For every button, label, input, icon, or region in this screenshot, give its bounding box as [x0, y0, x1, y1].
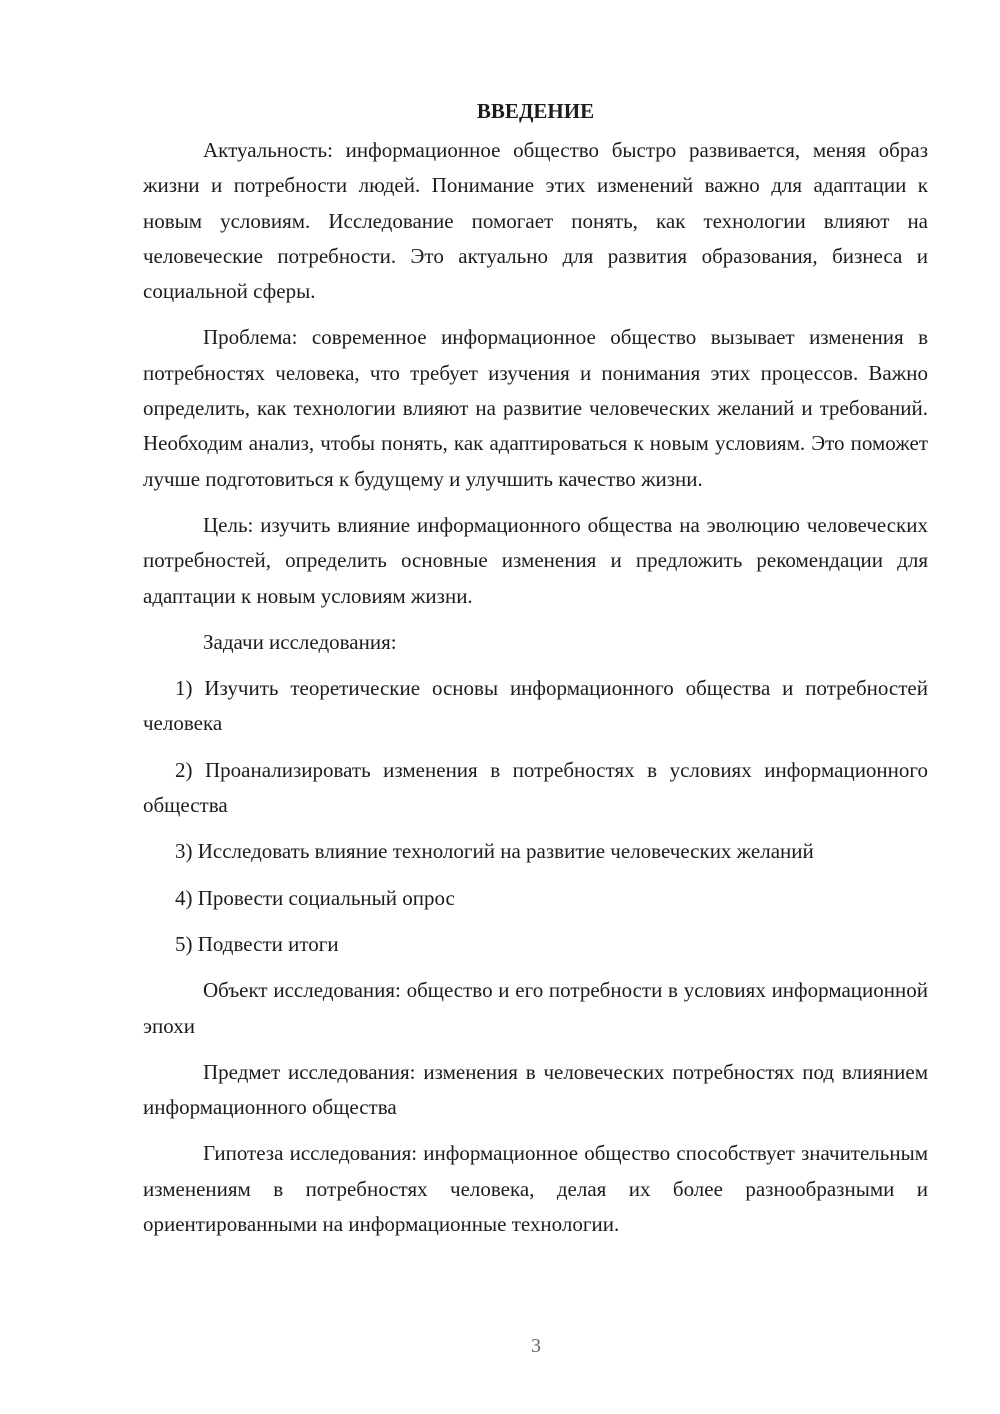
task-item-2: 2) Проанализировать изменения в потребностях в условиях информационного общества [143, 757, 928, 818]
document-body [143, 94, 928, 1253]
task-item-1: 1) Изучить теоретические основы информационного общества и потребностей человека [143, 676, 928, 736]
tasks-list [143, 671, 928, 962]
goal-paragraph: Цель: изучить влияние информационного общества на эволюцию человеческих потребностей, определить основные изменения и предложить рекомендации для адаптации к новым условиям жизни. [143, 512, 928, 608]
problem-paragraph: Проблема: современное информационное общество вызывает изменения в потребностях человека, что требует изучения и понимания этих процессов. Важно определить, как технологии влияют на развитие человеческих желаний и требований. Необходим анализ, чтобы понять, как адаптироваться к новым условиям. Это поможет лучше подготовиться к будущему и улучшить качество жизни. [143, 325, 928, 491]
page-number: 3 [531, 1335, 541, 1357]
relevance-paragraph: Актуальность: информационное общество быстро развивается, меняя образ жизни и потребности людей. Понимание этих изменений важно для адаптации к новым условиям. Исследование помогает понять, как технологии влияют на человеческие потребности. Это актуально для развития образования, бизнеса и социальной сферы. [143, 138, 928, 304]
object-paragraph: Объект исследования: общество и его потребности в условиях информационной эпохи [143, 978, 928, 1038]
subject-paragraph: Предмет исследования: изменения в человеческих потребностях под влиянием информационного общества [143, 1059, 928, 1120]
section-title: ВВЕДЕНИЕ [476, 99, 595, 123]
task-item-5: 5) Подвести итоги [175, 931, 339, 956]
hypothesis-paragraph: Гипотеза исследования: информационное общество способствует значительным изменениям в потребностях человека, делая их более разнообразными и ориентированными на информационные технологии. [143, 1141, 928, 1237]
tasks-heading: Задачи исследования: [203, 629, 397, 654]
task-item-3: 3) Исследовать влияние технологий на развитие человеческих желаний [175, 839, 814, 864]
task-item-4: 4) Провести социальный опрос [175, 885, 455, 910]
